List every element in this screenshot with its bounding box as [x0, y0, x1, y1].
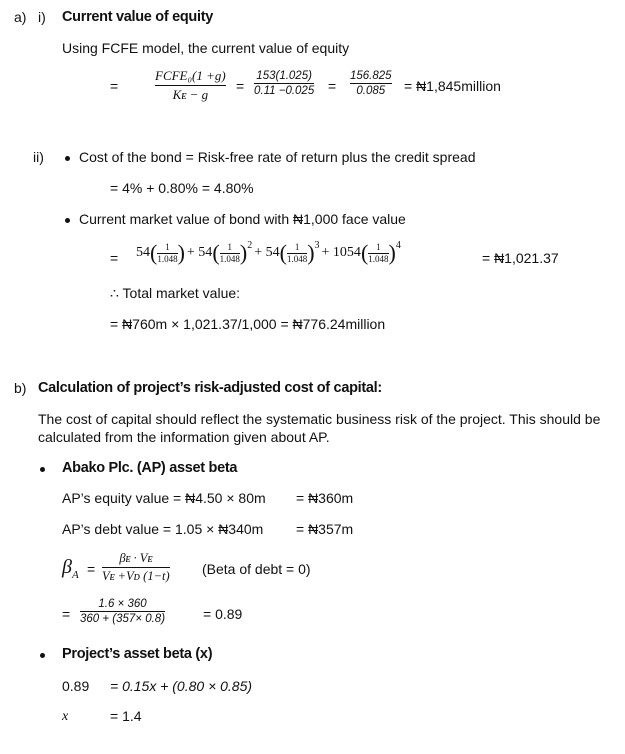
discount-factor: [220, 243, 240, 264]
project-beta-equation: = 0.15x + (0.80 × 0.85): [110, 678, 253, 694]
eq-sign: =: [87, 561, 96, 577]
bullet-icon: [40, 467, 45, 472]
fraction-bar: [350, 83, 392, 84]
pv-term: [254, 239, 320, 265]
discount-denominator: 1.048: [219, 253, 240, 264]
fraction-bar: [102, 567, 170, 568]
left-paren: (: [360, 240, 369, 265]
asset-beta-result: = 0.89: [203, 606, 243, 622]
bullet-icon: [65, 218, 70, 223]
discount-numerator: 1: [165, 241, 170, 252]
right-paren: ): [177, 240, 185, 265]
project-beta-lhs: 0.89: [62, 678, 90, 694]
fraction-numerator: βᴇ · Vᴇ: [119, 551, 153, 565]
fraction-numerator: FCFE₀(1 +g): [155, 68, 226, 83]
discount-factor: [157, 243, 177, 264]
eq-sign: =: [110, 250, 119, 266]
ap-debt-result: = ₦357m: [296, 521, 354, 537]
bond-market-value-text: Current market value of bond with ₦1,000 face value: [79, 211, 406, 227]
fraction-bar: [254, 83, 314, 84]
section-label-b: b): [14, 380, 27, 396]
pv-term: [186, 239, 253, 265]
fraction-bar: [80, 611, 165, 612]
fraction-denominator: Vᴇ +Vᴅ (1−t): [102, 569, 170, 583]
total-market-value-label: ∴ Total market value:: [110, 285, 241, 301]
fraction-bar: [155, 85, 226, 86]
section-label-a: a): [14, 9, 27, 25]
asset-beta-formula-fraction: [102, 551, 170, 584]
heading-current-value-equity: Current value of equity: [62, 9, 214, 25]
x-result: = 1.4: [110, 708, 142, 724]
x-variable: x: [62, 709, 69, 724]
heading-ap-asset-beta: Abako Plc. (AP) asset beta: [62, 460, 238, 476]
discount-factor: [287, 243, 307, 264]
fraction-numerator: 156.825: [350, 70, 392, 82]
exponent: 4: [395, 239, 401, 251]
discount-numerator: 1: [227, 241, 233, 252]
bond-pv-expression: [136, 239, 401, 265]
heading-project-asset-beta: Project’s asset beta (x): [62, 646, 213, 662]
eq-sign: =: [62, 606, 71, 622]
fraction-denominator: 360 + (357× 0.8): [80, 613, 166, 625]
pv-coefficient: + 1054: [321, 245, 361, 260]
eq-sign: =: [236, 78, 245, 94]
pv-coefficient: + 54: [186, 245, 213, 260]
fcfe-simplified-fraction: [350, 70, 392, 97]
bullet-icon: [40, 653, 45, 658]
discount-denominator: 1.048: [157, 253, 178, 264]
beta-asset-symbol: [62, 556, 79, 581]
fraction-denominator: 0.085: [356, 85, 386, 97]
fcfe-intro-text: Using FCFE model, the current value of equity: [62, 40, 350, 56]
beta-symbol: β: [62, 556, 72, 578]
pv-term: [136, 242, 185, 264]
left-paren: (: [279, 240, 287, 265]
ap-equity-result: = ₦360m: [296, 490, 354, 506]
fraction-denominator: 0.11 −0.025: [254, 85, 315, 97]
equity-value-result: = ₦1,845million: [404, 78, 501, 94]
beta-debt-note: (Beta of debt = 0): [202, 561, 311, 577]
discount-numerator: 1: [376, 241, 381, 252]
fraction-numerator: 153(1.025): [256, 70, 312, 82]
discount-numerator: 1: [294, 241, 300, 252]
right-paren: ): [239, 240, 248, 265]
fraction-numerator: 1.6 × 360: [98, 598, 147, 610]
eq-sign: =: [328, 78, 337, 94]
heading-risk-adjusted-cost: Calculation of project’s risk-adjusted cost of capital:: [38, 380, 382, 396]
asset-beta-calc-fraction: [80, 598, 165, 625]
section-label-i: i): [38, 9, 46, 25]
bond-value-result: = ₦1,021.37: [482, 250, 559, 266]
pv-coefficient: + 54: [254, 245, 280, 260]
section-label-ii: ii): [33, 149, 44, 165]
discount-denominator: 1.048: [286, 253, 308, 264]
bond-cost-calc: = 4% + 0.80% = 4.80%: [110, 180, 254, 196]
beta-subscript: A: [71, 569, 79, 581]
exponent: 3: [314, 239, 320, 251]
exponent: 2: [247, 239, 253, 251]
paragraph-line: The cost of capital should reflect the systematic business risk of the project. This should be: [38, 411, 601, 427]
discount-factor: [368, 243, 388, 264]
bond-cost-text: Cost of the bond = Risk-free rate of return plus the credit spread: [79, 149, 476, 165]
paragraph-line: calculated from the information given about AP.: [38, 429, 330, 445]
left-paren: (: [212, 240, 220, 265]
ap-equity-value: AP’s equity value = ₦4.50 × 80m: [62, 490, 266, 506]
eq-sign: =: [110, 78, 119, 94]
pv-coefficient: 54: [136, 245, 150, 260]
total-market-value-calc: = ₦760m × 1,021.37/1,000 = ₦776.24million: [110, 316, 386, 332]
right-paren: ): [388, 240, 396, 265]
left-paren: (: [150, 240, 158, 265]
fcfe-values-fraction: [254, 70, 314, 97]
pv-term: [321, 239, 401, 265]
right-paren: ): [307, 240, 315, 265]
bullet-icon: [65, 156, 70, 161]
fcfe-formula-fraction: [155, 68, 226, 103]
fraction-denominator: Kᴇ − g: [172, 87, 209, 102]
ap-debt-value: AP’s debt value = 1.05 × ₦340m: [62, 521, 264, 537]
discount-denominator: 1.048: [368, 253, 389, 264]
